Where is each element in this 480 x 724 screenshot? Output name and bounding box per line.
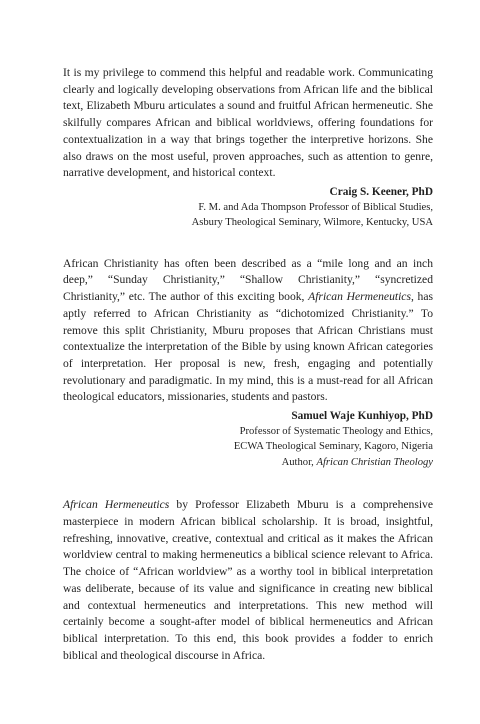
endorsement-attribution [63,184,433,231]
endorser-name: Craig S. Keener, PhD [329,185,433,198]
authored-book-title: African Christian Theology [316,456,433,468]
endorser-title-line: Professor of Systematic Theology and Ethics, [239,426,433,438]
endorsement-text: It is my privilege to commend this helpful and readable work. Communicating clearly and logically developing observations from African life and the biblical text, Elizabeth Mburu articulates a sound and fruitful African hermeneutic. She skilfully compares African and biblical worldviews, offering foundations for contextualization in a way that brings together the interpretive horizons. She also draws on the most useful, proven approaches, such as attention to genre, narrative development, and historical context. [63,66,433,180]
endorser-title-line: F. M. and Ada Thompson Professor of Biblical Studies, [198,201,433,213]
endorsement-kunhiyop [63,256,433,471]
endorsement-text: African Hermeneutics by Professor Elizabeth Mburu is a comprehensive masterpiece in modern African biblical scholarship. It is broad, insightful, refreshing, innovative, creative, contextual and critical as it makes the African worldview central to making hermeneutics a biblical science relevant to Africa. The choice of “African worldview” as a worthy tool in biblical interpretation was deliberate, because of its value and significance in creating new biblical and contextual hermeneutics and interpretations. This new method will certainly become a sought-after model of biblical hermeneutics and African biblical interpretation. To this end, this book provides a fodder to enrich biblical and theological discourse in Africa. [63,498,433,662]
endorsement-text: African Christianity has often been described as a “mile long and an inch deep,” “Sunday Christianity,” “Shallow Christianity,” “syncretized Christianity,” etc. The author of this exciting book, African Hermeneutics, has aptly referred to African Christianity as “dichotomized Christianity.” To remove this split Christianity, Mburu proposes that African Christians must contextualize the interpretation of the Bible by using known African categories of interpretation. Her proposal is new, fresh, engaging and potentially revolutionary and paradigmatic. In my mind, this is a must-read for all African theological educators, missionaries, students and pastors. [63,256,433,404]
endorsement-attribution [63,408,433,470]
endorser-affiliation-line: ECWA Theological Seminary, Kagoro, Nigeria [233,441,433,453]
book-title: African Hermeneutics [63,498,170,512]
endorsement-keener [63,65,433,231]
endorser-affiliation-line: Asbury Theological Seminary, Wilmore, Kentucky, USA [191,217,433,229]
endorsements-page [63,65,433,664]
endorser-author-line: Author, African Christian Theology [281,456,433,468]
endorser-name: Samuel Waje Kunhiyop, PhD [291,410,433,423]
book-title: African Hermeneutics [308,290,411,304]
endorsement-third [63,497,433,664]
